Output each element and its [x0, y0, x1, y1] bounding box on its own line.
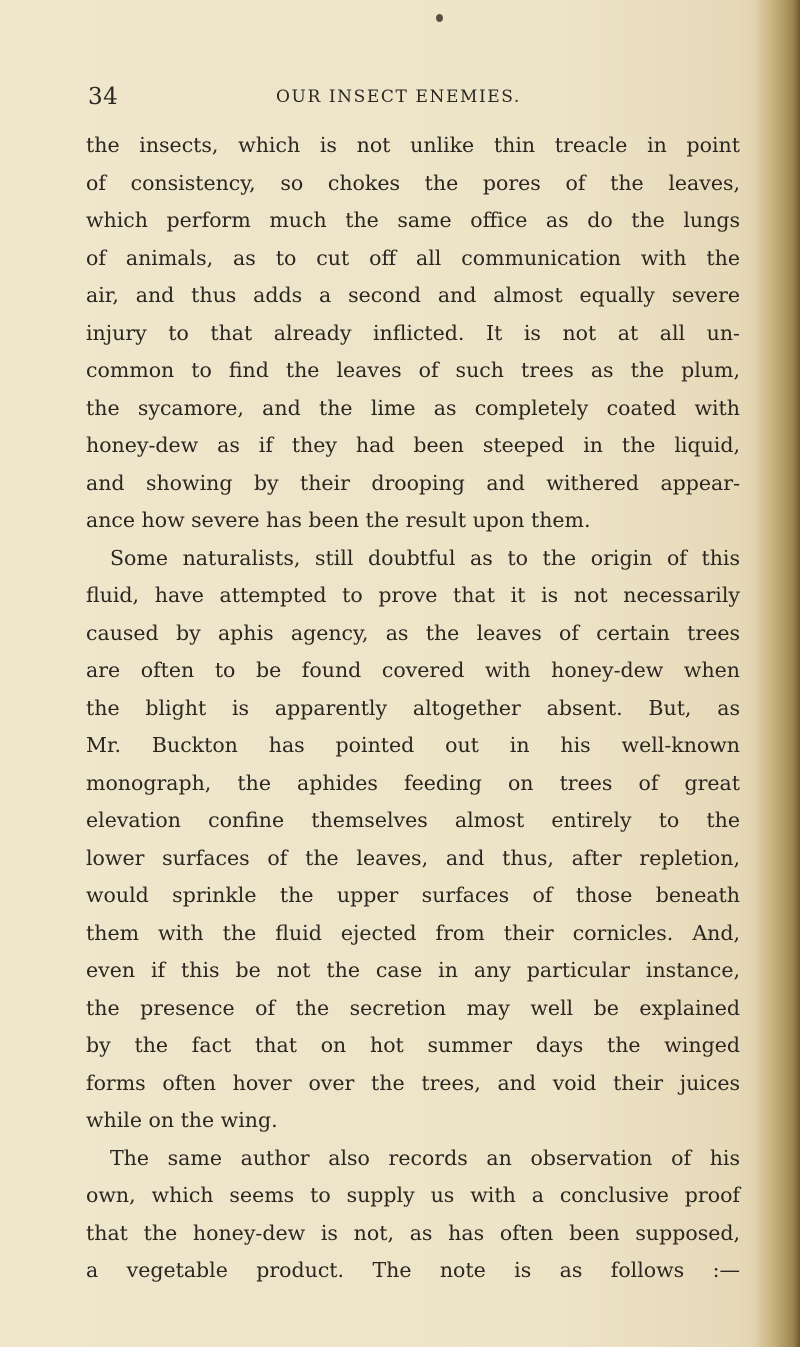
text-line: even if this be not the case in any particular instance, — [86, 958, 740, 982]
text-line: Mr. Buckton has pointed out in his well-known — [86, 733, 740, 757]
text-line: the blight is apparently altogether absent. But, as — [86, 695, 740, 720]
text-line: of consistency, so chokes the pores of the leaves, — [86, 170, 740, 195]
text-line: monograph, the aphides feeding on trees of great — [86, 770, 740, 795]
text-line: injury to that already inflicted. It is not at all un- — [86, 320, 740, 345]
text-line: caused by aphis agency, as the leaves of certain trees — [86, 620, 740, 645]
page-edge-shadow — [754, 0, 800, 1347]
text-line: them with the fluid ejected from their cornicles. And, — [86, 920, 740, 945]
page-header — [88, 84, 738, 118]
text-line: honey-dew as if they had been steeped in the liquid, — [86, 433, 740, 457]
text-line: the presence of the secretion may well be explained — [86, 995, 740, 1020]
text-line: The same author also records an observation of his — [110, 1145, 740, 1170]
text-line: the sycamore, and the lime as completely coated with — [86, 395, 740, 420]
body-text — [86, 127, 740, 1290]
text-line: and showing by their drooping and withered appear- — [86, 470, 740, 495]
text-line: elevation confine themselves almost entirely to the — [86, 808, 740, 832]
text-line: fluid, have attempted to prove that it is not necessarily — [86, 583, 740, 607]
ink-spot — [436, 14, 443, 22]
text-line: common to find the leaves of such trees as the plum, — [86, 358, 740, 382]
text-line: ance how severe has been the result upon them. — [86, 508, 591, 532]
text-line: which perform much the same office as do the lungs — [86, 208, 740, 232]
text-line: while on the wing. — [86, 1108, 278, 1132]
text-line: by the fact that on hot summer days the winged — [86, 1033, 740, 1057]
text-line: a vegetable product. The note is as follows :— — [86, 1258, 740, 1282]
text-line: own, which seems to supply us with a conclusive proof — [86, 1183, 740, 1207]
page-number: 34 — [88, 84, 119, 110]
text-line: would sprinkle the upper surfaces of those beneath — [86, 883, 740, 907]
text-line: that the honey-dew is not, as has often been supposed, — [86, 1220, 740, 1245]
text-line: of animals, as to cut off all communication with the — [86, 245, 740, 270]
text-line: forms often hover over the trees, and void their juices — [86, 1070, 740, 1095]
text-line: air, and thus adds a second and almost equally severe — [86, 283, 740, 307]
text-line: are often to be found covered with honey-dew when — [86, 658, 740, 682]
text-line: lower surfaces of the leaves, and thus, after repletion, — [86, 845, 740, 870]
text-line: the insects, which is not unlike thin treacle in point — [86, 133, 740, 157]
text-line: Some naturalists, still doubtful as to the origin of this — [110, 545, 740, 570]
running-head: OUR INSECT ENEMIES. — [276, 87, 521, 107]
